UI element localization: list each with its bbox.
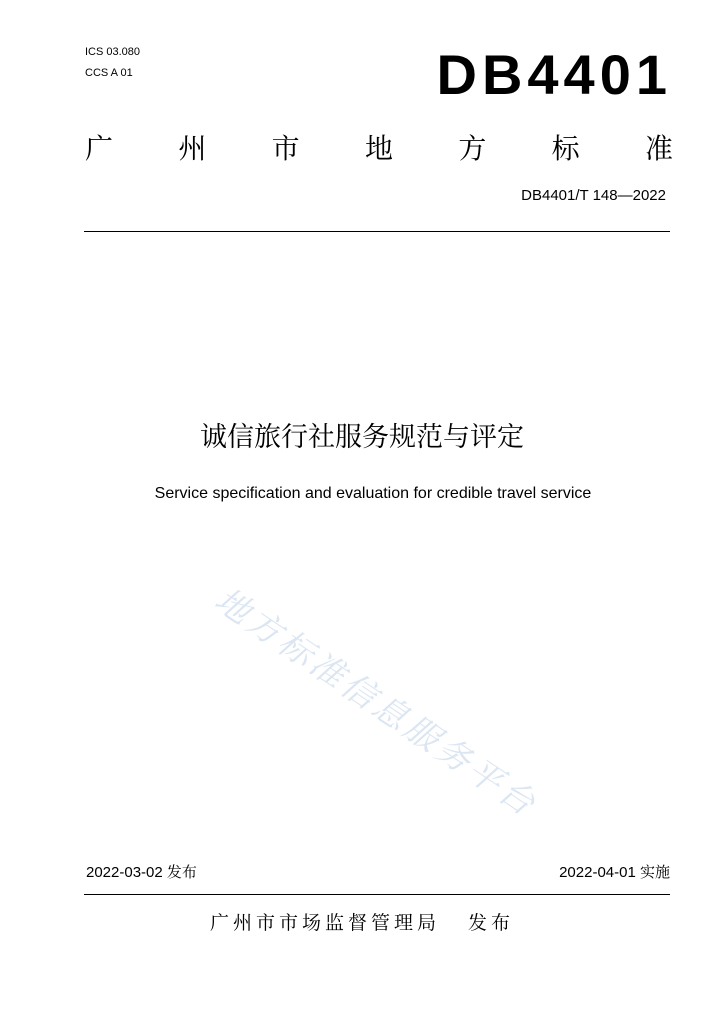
publish-label: 发布 xyxy=(468,912,515,934)
issue-label: 发布 xyxy=(166,864,197,881)
ccs-code: CCS A 01 xyxy=(85,67,133,79)
implementation-date: 2022-04-01 xyxy=(559,864,636,881)
footer-divider xyxy=(84,894,670,895)
standard-type-char: 标 xyxy=(551,132,580,165)
issue-date: 2022-03-02 xyxy=(86,864,163,881)
issue-date-line xyxy=(86,864,197,882)
implementation-label: 实施 xyxy=(639,864,670,881)
implementation-date-line xyxy=(559,864,670,882)
standard-type-char: 准 xyxy=(644,132,673,165)
standard-type-heading xyxy=(85,132,673,166)
standard-type-char: 州 xyxy=(178,132,207,165)
ics-code: ICS 03.080 xyxy=(85,46,141,58)
standard-type-char: 广 xyxy=(85,132,114,165)
standard-type-char: 地 xyxy=(364,132,393,165)
publisher-line xyxy=(0,910,724,936)
watermark: 地方标准信息服务平台 xyxy=(207,580,545,826)
document-title-english: Service specification and evaluation for credible travel service xyxy=(154,485,592,502)
standard-code: DB4401 xyxy=(436,43,672,106)
header-divider xyxy=(84,231,670,232)
document-number: DB4401/T 148—2022 xyxy=(521,187,666,204)
standard-type-char: 市 xyxy=(271,132,300,165)
standard-type-char: 方 xyxy=(458,132,487,165)
document-title-chinese: 诚信旅行社服务规范与评定 xyxy=(200,422,524,453)
publisher-name: 广州市市场监督管理局 xyxy=(209,912,440,934)
